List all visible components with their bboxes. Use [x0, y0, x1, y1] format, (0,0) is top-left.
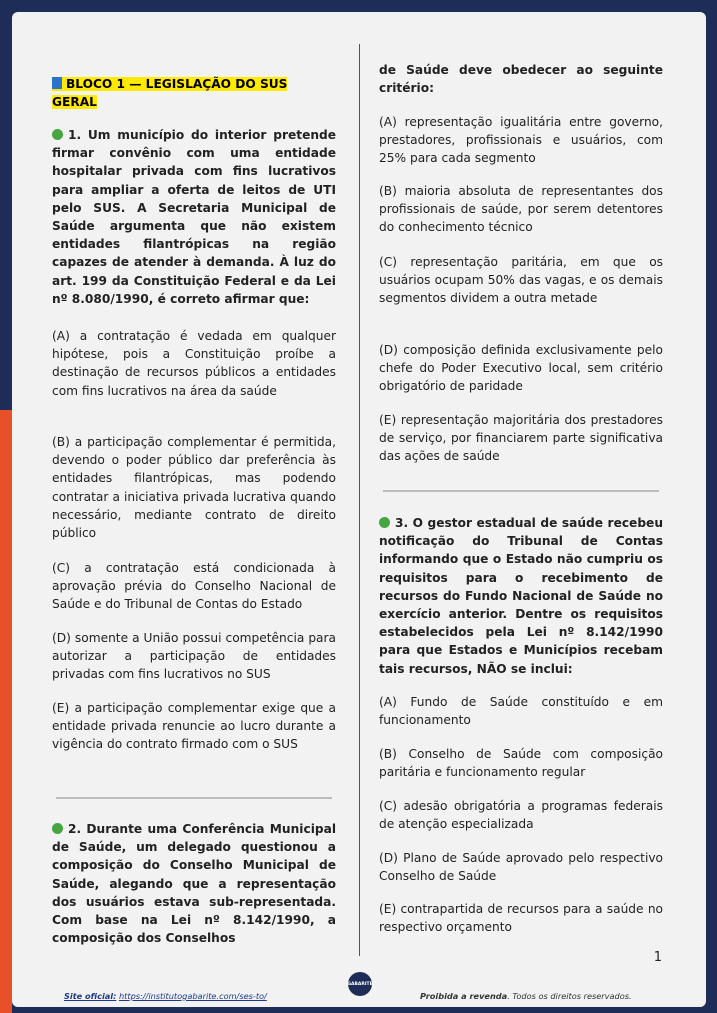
q3-option-d[interactable]: (D) Plano de Saúde aprovado pelo respectivo Conselho de Saúde — [379, 851, 663, 884]
document-page — [12, 12, 706, 1007]
q3-option-e[interactable]: (E) contrapartida de recursos para a saúde no respectivo orçamento — [379, 902, 663, 935]
q2-option-c[interactable]: (C) representação paritária, em que os usuários ocupam 50% das vagas, e os demais segmentos dividem a outra metade — [379, 255, 663, 306]
q1-option-b[interactable]: (B) a participação complementar é permitida, devendo o poder público dar preferência às entidades filantrópicas, mas podendo contratar a iniciativa privada lucrativa quando necessário, mediante contrato de direito público — [52, 435, 336, 541]
green-dot-icon — [379, 517, 390, 528]
q2-option-b[interactable]: (B) maioria absoluta de representantes dos profissionais de saúde, por serem detentores do conhecimento técnico — [379, 184, 663, 235]
q1-option-d[interactable]: (D) somente a União possui competência para autorizar a participação de entidades privadas com fins lucrativos no SUS — [52, 631, 336, 682]
section-divider — [383, 490, 659, 492]
question-2-stem-cont: de Saúde deve obedecer ao seguinte critério: — [379, 63, 663, 96]
q1-option-c[interactable]: (C) a contratação está condicionada à aprovação prévia do Conselho Nacional de Saúde e do Tribunal de Contas do Estado — [52, 561, 336, 612]
question-1-stem: 1. Um município do interior pretende firmar convênio com uma entidade hospitalar privada com fins lucrativos para ampliar a oferta de leitos de UTI pelo SUS. A Secretaria Municipal de Saúde argumenta que não existem entidades filantrópicas na região capazes de atender à demanda. À luz do art. 199 da Constituição Federal e da Lei nº 8.080/1990, é correto afirmar que: — [52, 128, 336, 306]
green-dot-icon — [52, 129, 63, 140]
gabarite-logo: GABARITE — [348, 972, 372, 996]
footer-site-link[interactable]: https://institutogabarite.com/ses-to/ — [118, 991, 267, 1001]
q2-option-e[interactable]: (E) representação majoritária dos prestadores de serviço, por financiarem parte significativa das ações de saúde — [379, 413, 663, 464]
q2-option-a[interactable]: (A) representação igualitária entre governo, prestadores, profissionais e usuários, com 25% para cada segmento — [379, 115, 663, 166]
q3-option-b[interactable]: (B) Conselho de Saúde com composição paritária e funcionamento regular — [379, 747, 663, 780]
column-divider — [359, 44, 360, 956]
q3-option-a[interactable]: (A) Fundo de Saúde constituído e em funcionamento — [379, 695, 663, 728]
footer-prohibited: Proibida a revenda — [420, 991, 508, 1001]
footer-site — [64, 991, 267, 1001]
footer-rights — [420, 991, 632, 1001]
footer-site-label: Site oficial: — [64, 991, 117, 1001]
blue-square-icon — [52, 77, 62, 89]
section-divider — [56, 797, 332, 799]
side-accent-band — [0, 410, 12, 1013]
footer-rights-text: . Todos os direitos reservados. — [507, 991, 632, 1001]
question-3-stem: 3. O gestor estadual de saúde recebeu notificação do Tribunal de Contas informando que o Estado não cumpriu os requisitos para o recebimento de recursos do Fundo Nacional de Saúde no exercício anterior. Dentre os requisitos estabelecidos pela Lei nº 8.142/1990 para que Estados e Municípios recebam tais recursos, NÃO se inclui: — [379, 516, 663, 676]
q2-option-d[interactable]: (D) composição definida exclusivamente pelo chefe do Poder Executivo local, sem critério obrigatório de paridade — [379, 343, 663, 394]
q3-option-c[interactable]: (C) adesão obrigatória a programas federais de atenção especializada — [379, 799, 663, 832]
question-2-stem: 2. Durante uma Conferência Municipal de Saúde, um delegado questionou a composição do Conselho Municipal de Saúde, alegando que a representação dos usuários estava sub-representada. Com base na Lei nº 8.142/1990, a composição dos Conselhos — [52, 822, 336, 946]
green-dot-icon — [52, 823, 63, 834]
block-title: BLOCO 1 — LEGISLAÇÃO DO SUS GERAL — [52, 77, 288, 110]
q1-option-a[interactable]: (A) a contratação é vedada em qualquer hipótese, pois a Constituição proíbe a destinação de recursos públicos a entidades com fins lucrativos na área da saúde — [52, 329, 336, 398]
page-number: 1 — [653, 950, 662, 965]
q1-option-e[interactable]: (E) a participação complementar exige que a entidade privada renuncie ao lucro durante a vigência do contrato firmado com o SUS — [52, 701, 336, 752]
